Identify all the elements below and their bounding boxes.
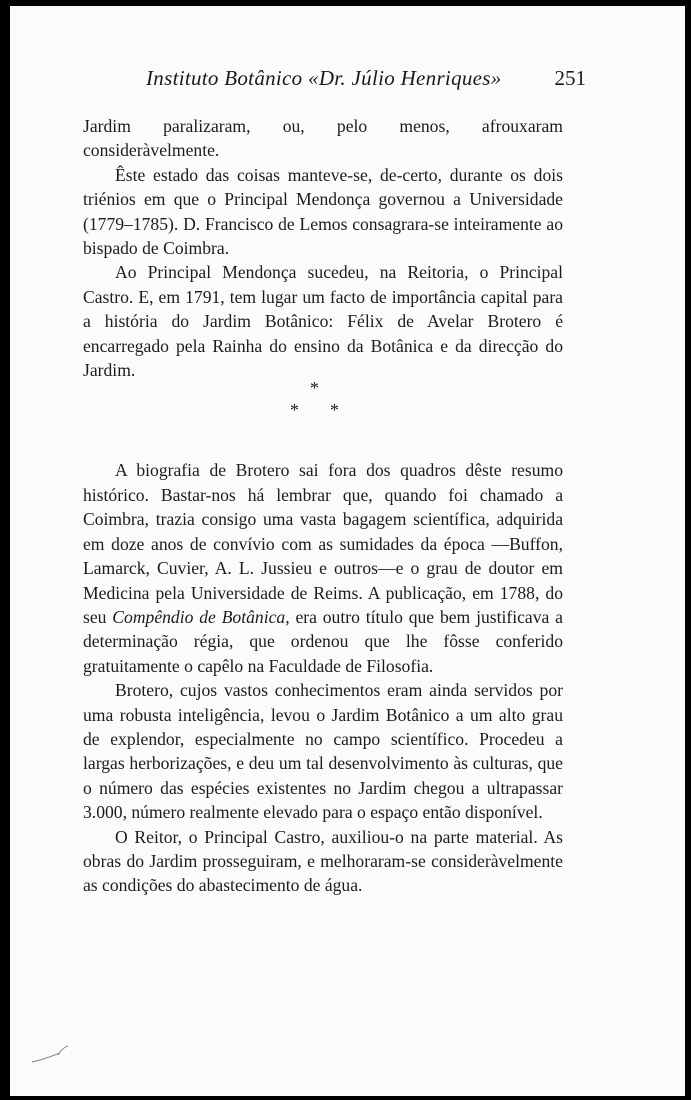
page-header	[146, 66, 586, 96]
asterism-star-right: *	[330, 400, 339, 420]
paragraph-5: Brotero, cujos vastos conhecimentos eram ainda servidos por uma robusta inteligência, levou o Jardim Botânico a um alto grau de explendor, especialmente no campo scientífico. Procedeu a largas herborizações, e deu um tal desenvolvimento às culturas, que o número das espécies existentes no Jardim chegou a ultrapassar 3.000, número realmente elevado para o espaço então disponível.	[83, 680, 563, 823]
running-title: Instituto Botânico «Dr. Júlio Henriques»	[146, 66, 502, 90]
paragraph-4	[83, 458, 563, 678]
paragraph-3: Ao Principal Mendonça sucedeu, na Reitoria, o Principal Castro. E, em 1791, tem lugar um facto de importância capital para a história do Jardim Botânico: Félix de Avelar Brotero é encarregado pela Rainha do ensino da Botânica e da direcção do Jardim.	[83, 262, 563, 381]
asterism-star-left: *	[290, 400, 299, 420]
book-page	[10, 6, 685, 1096]
paragraph-6: O Reitor, o Principal Castro, auxiliou-o na parte material. As obras do Jardim prosseguiram, e melhoraram-se consideràvelmente as condições do abastecimento de água.	[83, 826, 563, 896]
body-text	[83, 114, 563, 898]
paragraph-2: Êste estado das coisas manteve-se, de-certo, durante os dois triénios em que o Principal Mendonça governou a Universidade (1779–1785). D. Francisco de Lemos consagrara-se inteiramente ao bispado de Coimbra.	[83, 164, 563, 259]
page-number: 251	[554, 66, 586, 90]
asterism-star-top: *	[310, 378, 319, 398]
pencil-mark-icon	[30, 1044, 72, 1066]
paragraph-4-text-b: era outro título que bem justificava a determinação régia, que ordenou que lhe fôsse conferido gratuitamente o capêlo na Faculdade de Filosofia.	[83, 606, 563, 676]
paragraph-4-text-a: A biografia de Brotero sai fora dos quadros dêste resumo histórico. Bastar-nos há lembrar que, quando foi chamado a Coimbra, trazia consigo uma vasta bagagem scientífica, adquirida em doze anos de convívio com as sumidades da época —Buffon, Lamarck, Cuvier, A. L. Jussieu e outros—e o grau de doutor em Medicina pela Universidade de Reims. A publicação, em 1788, do seu	[83, 460, 563, 627]
book-title: Compêndio de Botânica,	[112, 606, 290, 627]
asterism-divider	[286, 378, 346, 424]
paragraph-1: Jardim paralizaram, ou, pelo menos, afrouxaram consideràvelmente.	[83, 116, 563, 161]
